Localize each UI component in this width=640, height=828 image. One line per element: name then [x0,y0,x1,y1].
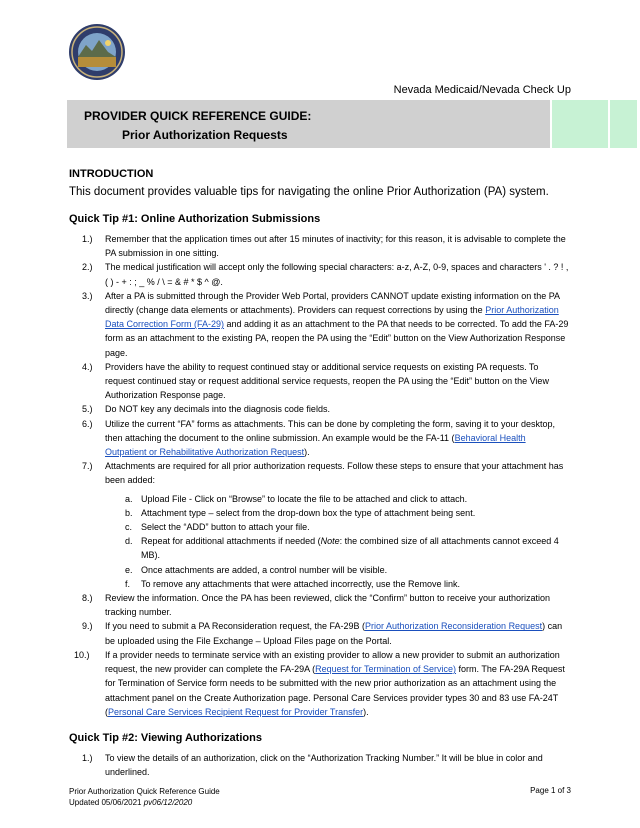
list-item: 9.) If you need to submit a PA Reconsideration request, the FA-29B (Prior Authorization Reconsideration Request) can be uploaded using the File Exchange – Upload Files page on the Portal. [82,621,563,646]
fa11-form-link[interactable]: Behavioral Health Outpatient or Rehabilitative Authorization Request [105,432,526,458]
list-item: 3.) After a PA is submitted through the Provider Web Portal, providers CANNOT update existing information on the PA directly (change data elements or attachments). Providers can request corrections by using the Prior Authorization Data Correction Form (FA-29) and adding it as an attachment to the PA that needs to be corrected. To add the FA-29 form as an attachment to the existing PA, reopen the PA using the “Edit” button on the View Authorization Response page. [82,290,569,358]
list-item: 10.) If a provider needs to terminate service with an existing provider to allow a new provider to submit an authorization request, the new provider can complete the FA-29A (Request for Termination of Service) form. The FA-29A Request for Termination of Service form needs to be submitted with the new prior authorization as an attachment using the attachment panel on the Create Authorization page. Personal Care Services provider types 30 and 83 use FA-24T (Personal Care Services Recipient Request for Provider Transfer). [74,649,565,717]
sub-list-item: f. To remove any attachments that were attached incorrectly, use the Remove link. [125,578,460,589]
guide-title: PROVIDER QUICK REFERENCE GUIDE: [84,109,312,123]
fa29a-form-link[interactable]: Request for Termination of Service) [315,664,457,675]
banner-green-block [552,100,608,148]
tip2-list [69,751,569,779]
tip1-list [69,232,569,719]
intro-text: This document provides valuable tips for navigating the online Prior Authorization (PA) system. [69,186,549,198]
banner-gray-block-2 [486,100,550,148]
nevada-state-seal-icon [68,23,126,81]
sub-list-item: e. Once attachments are added, a control number will be visible. [125,564,388,575]
fa29-form-link[interactable]: Prior Authorization Data Correction Form (FA-29) [105,305,559,330]
tip2-heading: Quick Tip #2: Viewing Authorizations [69,732,262,744]
list-item: 2.) The medical justification will accept only the following special characters: a-z, A-Z, 0-9, spaces and characters ' . ? ! , ( ) - + : ; _ % / \ = & # * $ ^ @. [82,262,569,287]
sub-list-item: b. Attachment type – select from the drop-down box the type of attachment being sent. [125,507,476,518]
footer-doc-title: Prior Authorization Quick Reference Guide [69,787,220,796]
footer-info [69,786,220,808]
title-banner [67,100,574,148]
list-item: 1.) To view the details of an authorization, click on the “Authorization Tracking Number.” It will be blue in color and underlined. [82,753,543,778]
list-item: 6.) Utilize the current “FA” forms as attachments. This can be done by completing the form, saving it to your desktop, then attaching the document to the online submission. An example would be the FA-11 (Behavioral Health Outpatient or Rehabilitative Authorization Request). [82,418,556,458]
fa24t-form-link[interactable]: Personal Care Services Recipient Request for Provider Transfer [108,706,364,717]
list-item: 4.) Providers have the ability to request continued stay or additional service requests on existing PA requests. To request continued stay or request additional service requests, reopen the PA using the “Edit” button on the View Authorization Response page. [82,361,549,401]
tip1-heading: Quick Tip #1: Online Authorization Submissions [69,213,321,225]
guide-subtitle: Prior Authorization Requests [122,128,288,142]
intro-heading: INTRODUCTION [69,168,154,180]
page-number: Page 1 of 3 [530,786,571,795]
list-item: 5.) Do NOT key any decimals into the diagnosis code fields. [82,404,330,415]
sub-list-item: a. Upload File - Click on “Browse” to locate the file to be attached and click to attach. [125,493,468,504]
fa29b-form-link[interactable]: Prior Authorization Reconsideration Request [364,621,543,632]
organization-name: Nevada Medicaid/Nevada Check Up [393,84,571,96]
banner-green-block-2 [610,100,637,148]
sub-list-item: c. Select the “ADD” button to attach your file. [125,522,310,533]
sub-list-item: d. Repeat for additional attachments if needed (Note: the combined size of all attachments cannot exceed 4 MB). [125,536,559,561]
attachment-steps-list [105,492,569,591]
list-item: 8.) Review the information. Once the PA has been reviewed, click the “Confirm” button to receive your authorization tracking number. [82,593,551,618]
list-item: 1.) Remember that the application times out after 15 minutes of inactivity; for this reason, it is advisable to complete the PA submission in one sitting. [82,234,566,259]
list-item: 7.) Attachments are required for all prior authorization requests. Follow these steps to ensure that your attachment has been added: a. Upload File - Click on “Browse” to locate the file to be attached and click to attach. b. Attachment type – select from the drop-down box the type of attachment being sent. c. Select the “ADD” button to attach your file. d. Repeat for additional attachments if needed (Note: the combined size of all attachments cannot exceed 4 MB). e. Once attachments are added, a control number will be visible. f. To remove any attachments that were attached incorrectly, use the Remove link. [69,459,569,591]
footer-updated: Updated 05/06/2021 pv06/12/2020 [69,798,193,807]
